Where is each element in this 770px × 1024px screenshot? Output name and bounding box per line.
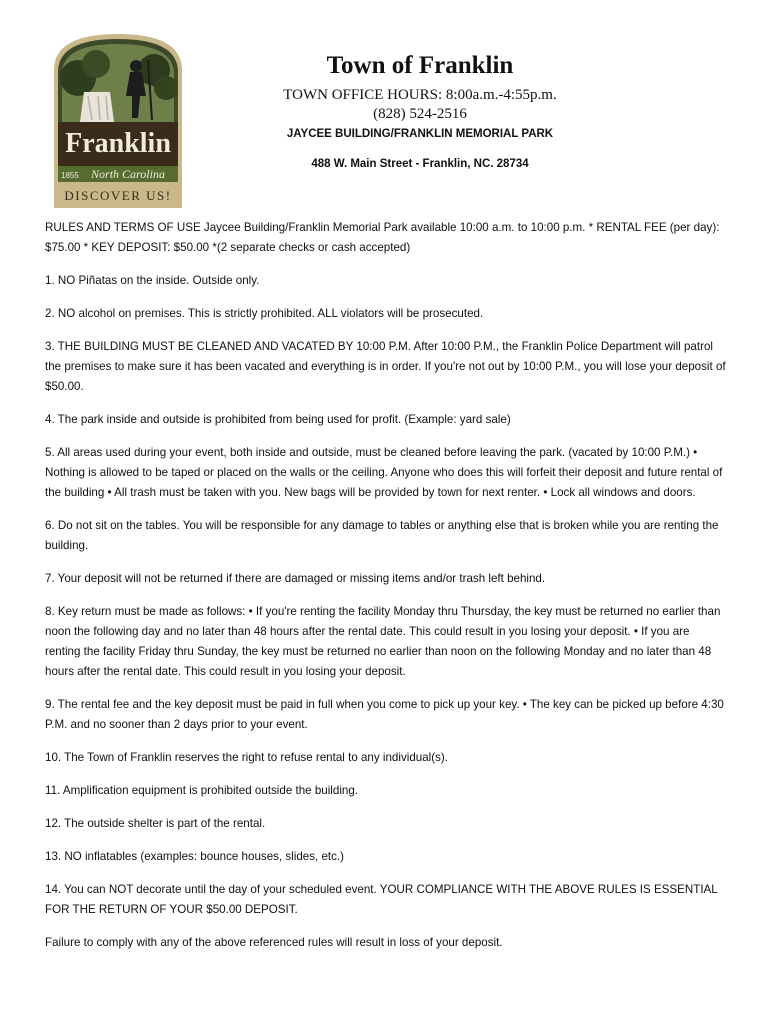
rule-item: 14. You can NOT decorate until the day of your scheduled event. YOUR COMPLIANCE WITH THE ABOVE RULES IS ESSENTIAL FOR THE RETURN OF YOUR $50.00 DEPOSIT. <box>45 883 718 916</box>
logo-year-text: 1855 <box>61 171 79 180</box>
rule-item: 1. NO Piñatas on the inside. Outside only. <box>45 274 260 287</box>
logo-state-text: North Carolina <box>91 167 165 181</box>
rule-item: 6. Do not sit on the tables. You will be responsible for any damage to tables or anything else that is broken while you are renting the building. <box>45 519 719 552</box>
rule-item: 3. THE BUILDING MUST BE CLEANED AND VACATED BY 10:00 P.M. After 10:00 P.M., the Franklin Police Department will patrol the premises to make sure it has been vacated and everything is in order. If you're not out by 10:00 P.M., you will lose your deposit of $50.00. <box>45 340 726 393</box>
rule-item: 4. The park inside and outside is prohibited from being used for profit. (Example: yard sale) <box>45 413 511 426</box>
document-header <box>40 28 740 208</box>
logo-name-text: Franklin <box>65 128 171 159</box>
rules-body <box>45 218 727 966</box>
rule-item: 10. The Town of Franklin reserves the right to refuse rental to any individual(s). <box>45 751 448 764</box>
rules-intro: RULES AND TERMS OF USE Jaycee Building/Franklin Memorial Park available 10:00 a.m. to 10:00 p.m. * RENTAL FEE (per day): $75.00 * KEY DEPOSIT: $50.00 *(2 separate checks or cash accepted) <box>45 221 720 254</box>
logo-tagline-text: DISCOVER US! <box>64 188 172 203</box>
rule-item: 13. NO inflatables (examples: bounce houses, slides, etc.) <box>45 850 345 863</box>
closing-note: Failure to comply with any of the above referenced rules will result in loss of your deposit. <box>45 936 503 949</box>
building-address: 488 W. Main Street - Franklin, NC. 28734 <box>311 158 529 170</box>
rule-item: 9. The rental fee and the key deposit must be paid in full when you come to pick up your key. • The key can be picked up before 4:30 P.M. and no sooner than 2 days prior to your event. <box>45 698 724 731</box>
rule-item: 8. Key return must be made as follows: • If you're renting the facility Monday thru Thursday, the key must be returned no earlier than noon the following day and no later than 48 hours after the rental date. This could result in you losing your deposit. • If you are renting the facility Friday thru Sunday, the key must be returned no earlier than noon on the following Monday and no later than 48 hours after the rental date. This could result in you losing your deposit. <box>45 605 721 678</box>
building-name: JAYCEE BUILDING/FRANKLIN MEMORIAL PARK <box>286 128 554 140</box>
rule-item: 2. NO alcohol on premises. This is strictly prohibited. ALL violators will be prosecuted. <box>45 307 484 320</box>
franklin-logo <box>44 30 192 208</box>
rule-item: 11. Amplification equipment is prohibited outside the building. <box>45 784 359 797</box>
rule-item: 12. The outside shelter is part of the rental. <box>45 817 266 830</box>
rule-item: 7. Your deposit will not be returned if there are damaged or missing items and/or trash left behind. <box>45 572 546 585</box>
office-hours: TOWN OFFICE HOURS: 8:00a.m.-4:55p.m. <box>283 87 557 103</box>
office-phone: (828) 524-2516 <box>373 106 467 122</box>
rule-item: 5. All areas used during your event, both inside and outside, must be cleaned before leaving the park. (vacated by 10:00 P.M.) • Nothing is allowed to be taped or placed on the walls or the ceiling. Anyone who does this will forfeit their deposit and future rental of the building • All trash must be taken with you. New bags will be provided by town for next renter. • Lock all windows and doors. <box>45 446 723 499</box>
page-title: Town of Franklin <box>326 52 514 79</box>
